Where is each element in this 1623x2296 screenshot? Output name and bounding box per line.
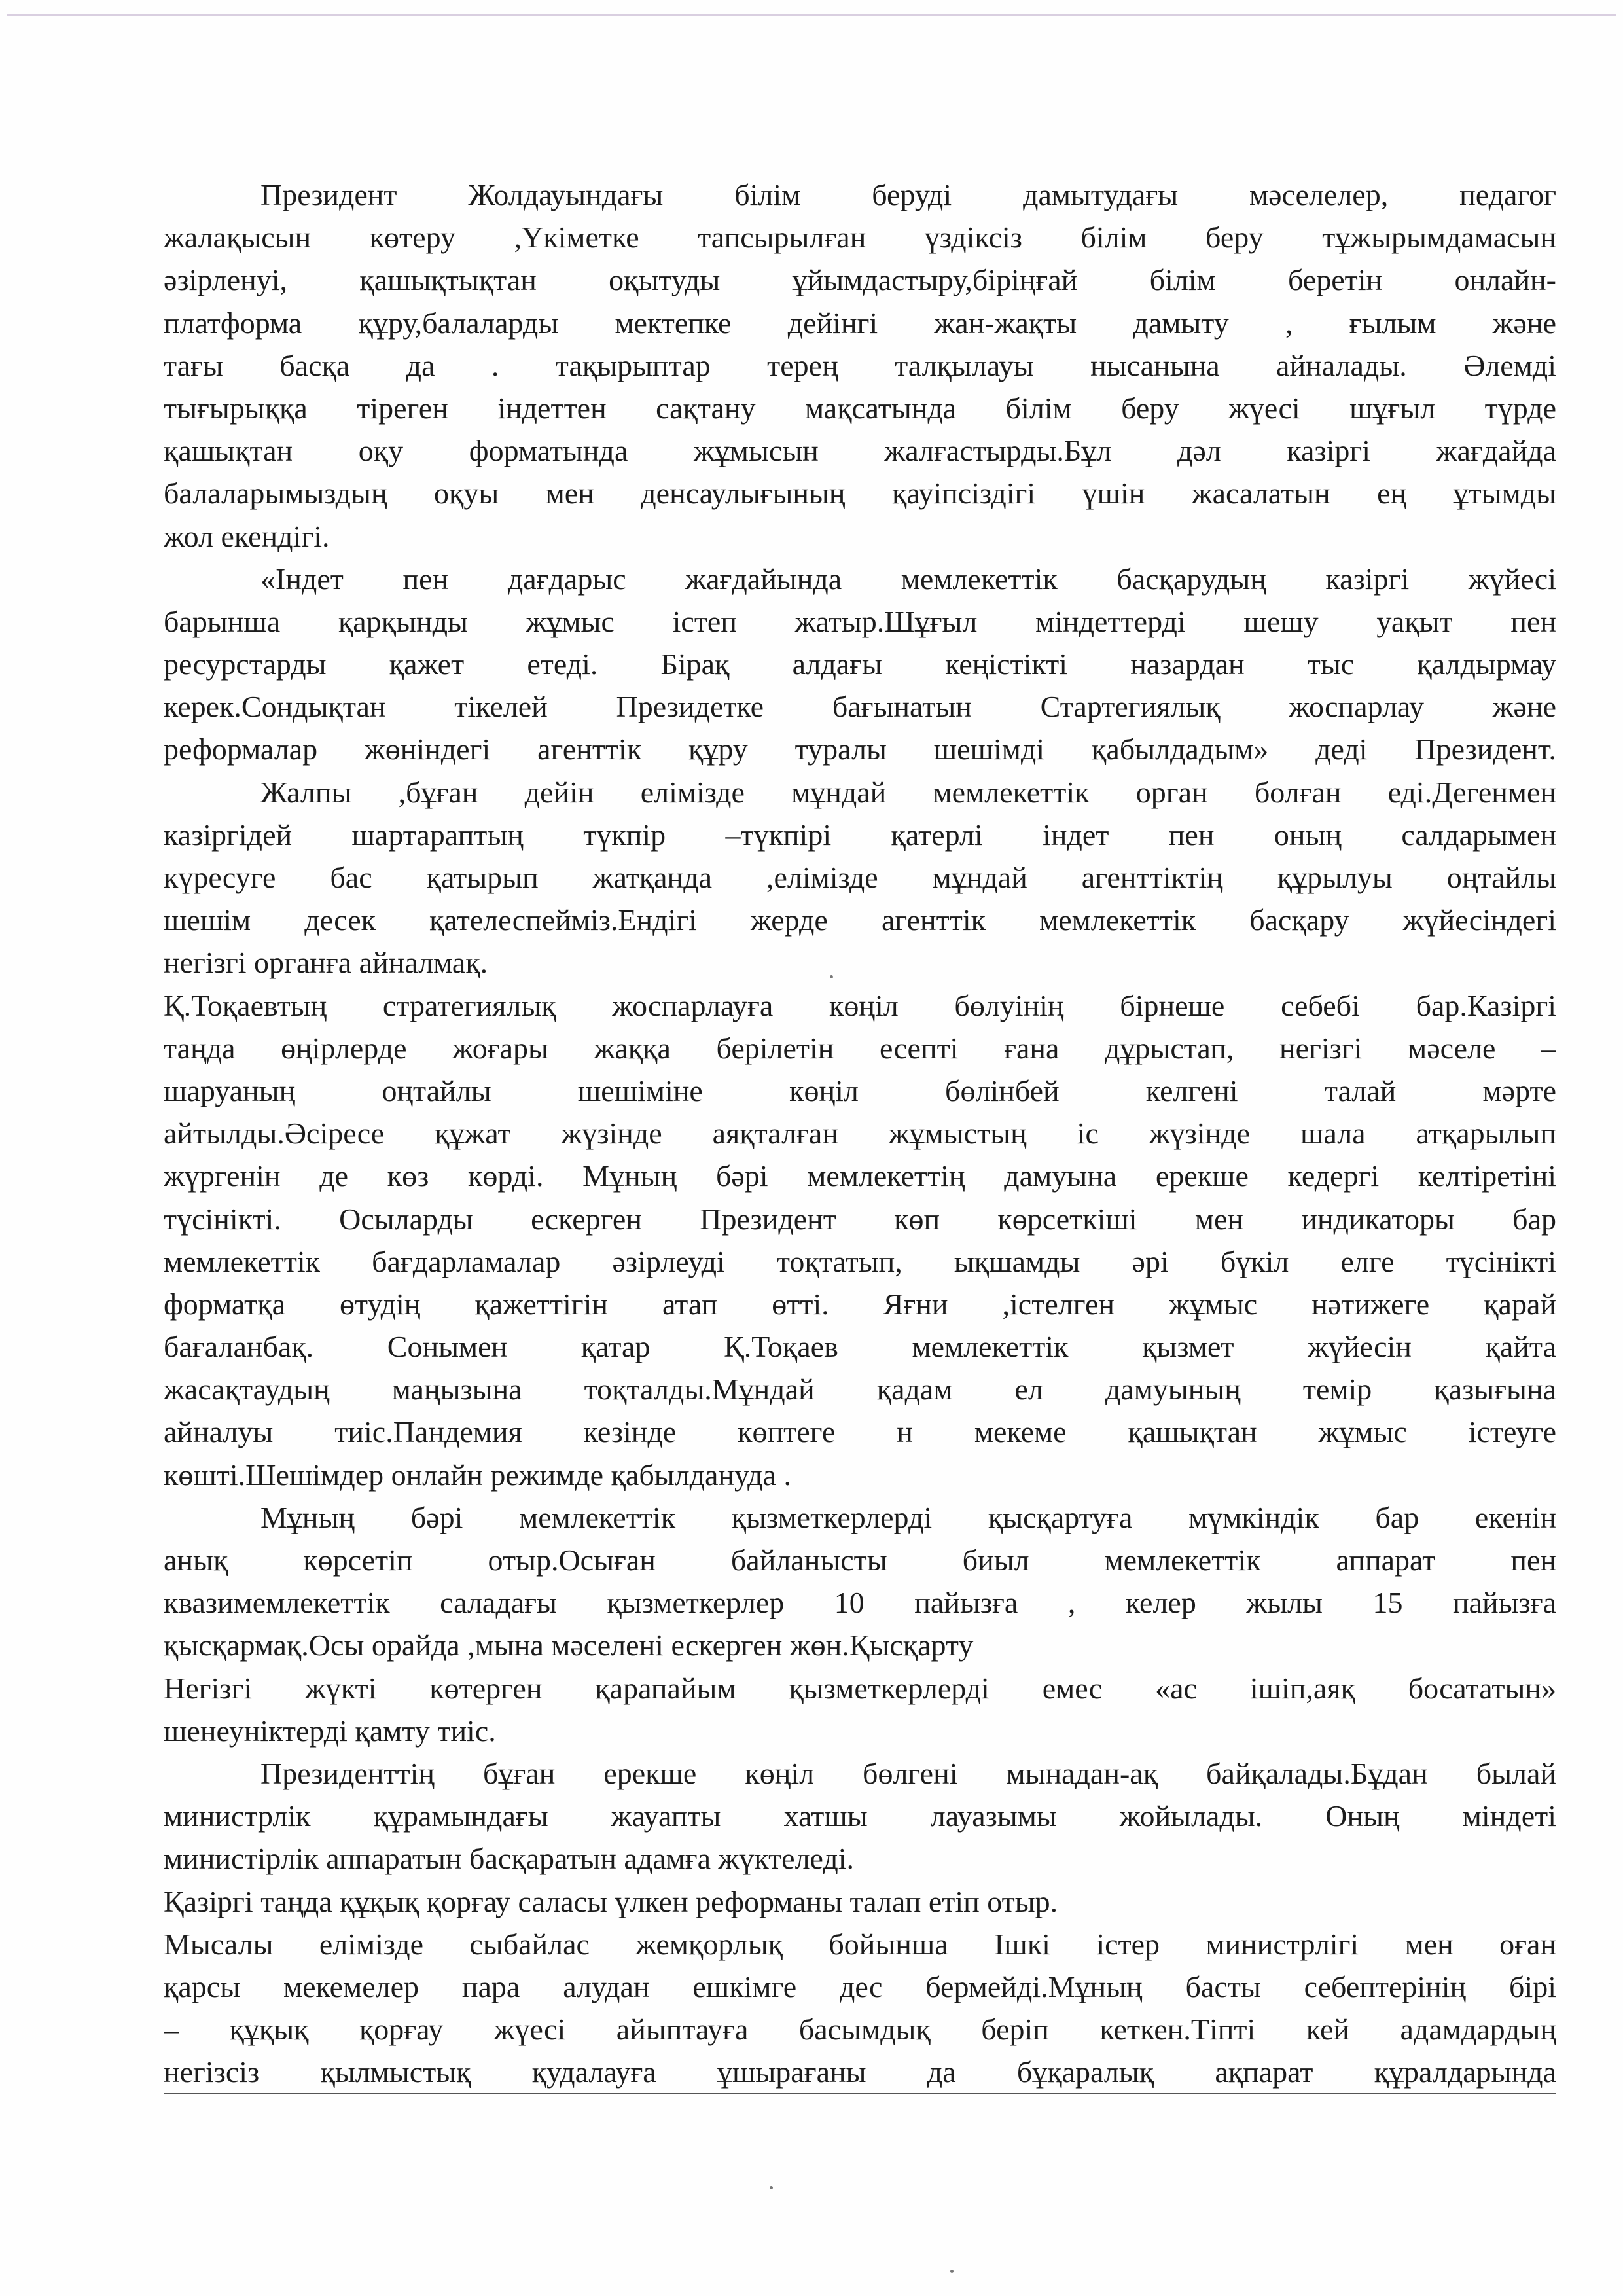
text-line: күресуге бас қатырып жатқанда ,елімізде мұндай агенттіктің құрылуы оңтайлы [164,861,1556,894]
text-line: анық көрсетіп отыр.Осыған байланысты биыл мемлекеттік аппарат пен [164,1543,1556,1577]
text-line: «Індет пен дағдарыс жағдайында мемлекеттік басқарудың казіргі жүйесі [260,562,1556,596]
text-line: мемлекеттік бағдарламалар әзірлеуді тоқтатып, ықшамды әрі бүкіл елге түсінікті [164,1244,1556,1278]
scan-speck [950,2270,954,2273]
text-line: қарсы мекемелер пара алудан ешкімге дес бермейді.Мұның басты себептерінің бірі [164,1969,1556,2003]
text-line: негізгі органға айналмақ. [164,946,488,980]
text-line: айтылды.Әсіресе құжат жүзінде аяқталған жұмыстың іс жүзінде шала атқарылып [164,1117,1556,1151]
document-body [164,173,1556,2094]
text-line: Президент Жолдауындағы білім беруді дамытудағы мәселелер, педагог [260,178,1556,211]
text-line: Негізгі жүкті көтерген қарапайым қызметкерлерді емес «ас ішіп,аяқ босататын» [164,1671,1556,1705]
text-line: керек.Сондықтан тікелей Президетке бағынатын Стартегиялық жоспарлау және [164,690,1556,724]
text-line: форматқа өтудің қажеттігін атап өтті. Яғни ,істелген жұмыс нәтижеге қарай [164,1287,1556,1321]
text-line: тағы басқа да . тақырыптар терең талқылауы нысанына айналады. Әлемді [164,348,1556,382]
text-line: балаларымыздың оқуы мен денсаулығының қауіпсіздігі үшін жасалатын ең ұтымды [164,476,1556,511]
text-line: казіргідей шартараптың түкпір –түкпірі қатерлі індет пен оның салдарымен [164,817,1556,852]
text-line: бағаланбақ. Сонымен қатар Қ.Тоқаев мемлекеттік қызмет жүйесін қайта [164,1330,1556,1364]
scan-speck [770,2186,773,2189]
text-line: Мұның бәрі мемлекеттік қызметкерлерді қысқартуға мүмкіндік бар екенін [260,1500,1556,1534]
text-line: жүргенін де көз көрді. Мұның бәрі мемлекеттің дамуына ерекше кедергі келтіретіні [164,1159,1556,1193]
text-line: шаруаның оңтайлы шешіміне көңіл бөлінбей келгені талай мәрте [164,1073,1556,1107]
text-line: шенеуніктерді қамту тиіс. [164,1713,496,1748]
text-line: министірлік аппаратын басқаратын адамға жүктеледі. [164,1842,855,1876]
text-line: – құқық қорғау жүесі айыптауға басымдық беріп кеткен.Тіпті кей адамдардың [164,2013,1556,2047]
text-line: түсінікті. Осыларды ескерген Президент көп көрсеткіші мен индикаторы бар [164,1202,1556,1236]
text-line: көшті.Шешімдер онлайн режимде қабылданудa . [164,1458,791,1492]
text-line: айналуы тиіс.Пандемия кезінде көптеге н мекеме қашықтан жұмыс істеуге [164,1415,1556,1449]
text-line: жол екендігі. [164,519,330,553]
text-line: платформа құру,балаларды мектепке дейінгі жан-жақты дамыту , ғылым және [164,306,1556,340]
text-line: ресурстарды қажет етеді. Бірақ алдағы кеңістікті назардан тыс қалдырмау [164,647,1556,681]
text-line: жасақтаудың маңызына тоқталды.Мұндай қадам ел дамуының темір қазығына [164,1372,1556,1407]
text-line: барынша қарқынды жұмыс істеп жатыр.Шұғыл міндеттерді шешу уақыт пен [164,604,1556,638]
text-line: шешім десек қателеспейміз.Ендігі жерде агенттік мемлекеттік басқару жүйесіндегі [164,903,1556,937]
text-line: Жалпы ,бұған дейін елімізде мұндай мемлекеттік орган болған еді.Дегенмен [260,775,1556,809]
scan-edge-line [7,14,1616,16]
text-line: реформалар жөніндегі агенттік құру туралы шешімді қабылдадым» деді Президент. [164,732,1556,766]
text-line: қысқармақ.Осы орайда ,мына мәселені ескерген жөн.Қысқарту [164,1628,974,1662]
text-line: Қ.Тоқаевтың стратегиялық жоспарлауға көңіл бөлуінің бірнеше себебі бар.Казіргі [164,988,1556,1022]
text-line: Мысалы елімізде сыбайлас жемқорлық бойынша Ішкі істер министрлігі мен оған [164,1927,1556,1961]
text-line: қашықтан оқу форматында жұмысын жалғастырды.Бұл дәл казіргі жағдайда [164,434,1556,468]
text-line: квазимемлекеттік саладағы қызметкерлер 10 пайызға , келер жылы 15 пайызға [164,1586,1556,1620]
text-line: негізсіз қылмыстық қудалауға ұшырағаны да бұқаралық ақпарат құралдарында [164,2051,1556,2094]
text-line: тығырыққа тіреген індеттен сақтану мақсатында білім беру жүесі шұғыл түрде [164,391,1556,425]
text-line: Президенттің бұған ерекше көңіл бөлгені мынадан-ақ байқалады.Бұдан былай [260,1756,1556,1790]
text-line: Қазіргі таңда құқық қорғау саласы үлкен реформаны талап етіп отыр. [164,1884,1058,1918]
scan-speck [830,975,833,978]
text-line: министрлік құрамындағы жауапты хатшы лауазымы жойылады. Оның міндеті [164,1799,1556,1833]
text-line: таңда өңірлерде жоғары жаққа берілетін есепті ғана дұрыстап, негізгі мәселе – [164,1031,1556,1065]
text-line: әзірленуі, қашықтықтан оқытуды ұйымдастыру,біріңғай білім беретін онлайн- [164,263,1556,297]
text-line: жалақысын көтеру ,Үкіметке тапсырылған үздіксіз білім беру тұжырымдамасын [164,221,1556,255]
